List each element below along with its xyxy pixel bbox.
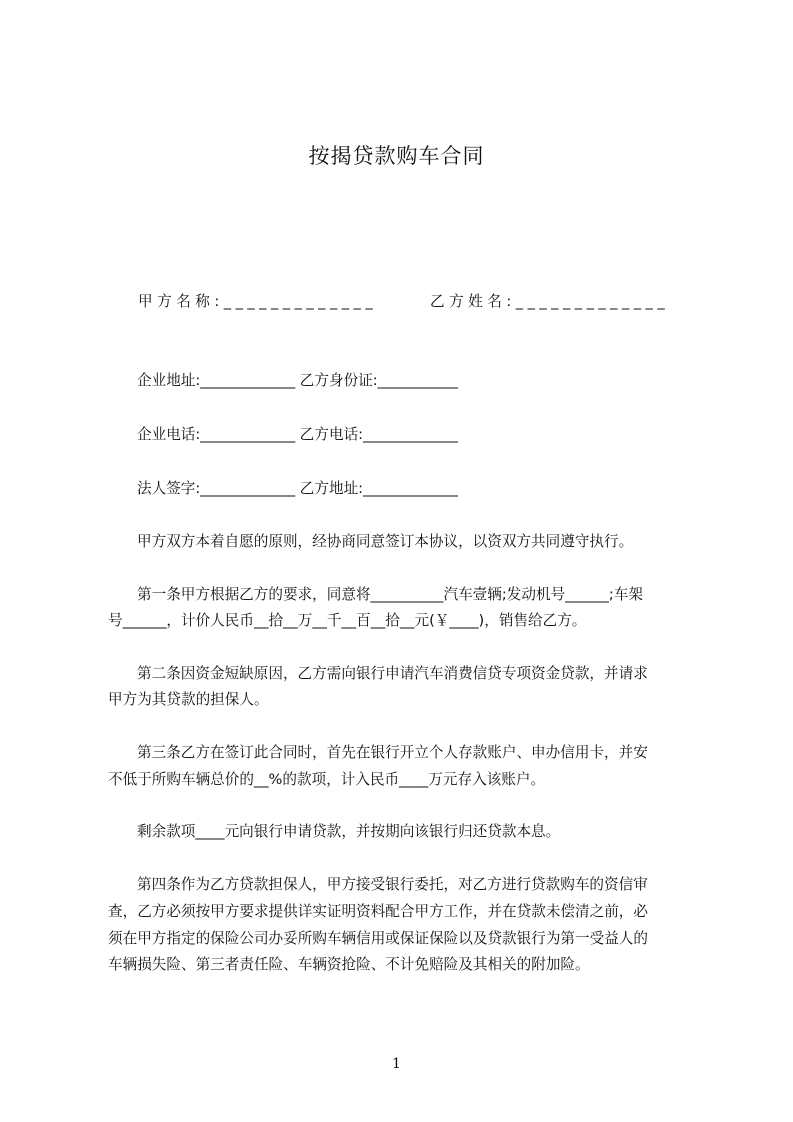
remaining-paragraph: 剩余款项____元向银行申请贷款，并按期向该银行归还贷款本息。 bbox=[137, 823, 561, 840]
article-4-line-3: 须在甲方指定的保险公司办妥所购车辆信用或保证保险以及贷款银行为第一受益人的 bbox=[108, 930, 648, 947]
document-title: 按揭贷款购车合同 bbox=[308, 144, 485, 168]
article-1-line-1: 第一条甲方根据乙方的要求，同意将__________汽车壹辆;发动机号______;车架 bbox=[137, 586, 644, 603]
info-row-phone: 企业电话:_____________ 乙方电话:_____________ bbox=[137, 426, 458, 443]
info-row-signature: 法人签字:_____________ 乙方地址:_____________ bbox=[137, 480, 458, 497]
article-4-line-2: 查，乙方必须按甲方要求提供详实证明资料配合甲方工作，并在贷款未偿清之前，必 bbox=[108, 903, 648, 920]
article-3-line-2: 不低于所购车辆总价的__%的款项，计入民币____万元存入该账户。 bbox=[108, 771, 546, 788]
article-1-line-2: 号______，计价人民币__拾__万__千__百__拾__元(￥____)，销售给乙方。 bbox=[108, 612, 587, 629]
article-2-line-1: 第二条因资金短缺原因，乙方需向银行申请汽车消费信贷专项资金贷款，并请求 bbox=[137, 665, 648, 682]
intro-paragraph: 甲方双方本着自愿的原则，经协商同意签订本协议，以资双方共同遵守执行。 bbox=[137, 533, 634, 550]
party-a-name-field: 甲方名称:_____________ bbox=[138, 293, 378, 310]
article-3-line-1: 第三条乙方在签订此合同时，首先在银行开立个人存款账户、申办信用卡，并安 bbox=[137, 744, 648, 761]
article-4-line-1: 第四条作为乙方贷款担保人，甲方接受银行委托，对乙方进行贷款购车的资信审 bbox=[137, 876, 648, 893]
page-number: 1 bbox=[392, 1056, 401, 1072]
info-row-address: 企业地址:_____________ 乙方身份证:___________ bbox=[137, 372, 458, 389]
article-2-line-2: 甲方为其贷款的担保人。 bbox=[108, 691, 269, 708]
party-b-name-field: 乙方姓名:_____________ bbox=[430, 293, 670, 310]
article-4-line-4: 车辆损失险、第三者责任险、车辆资抢险、不计免赔险及其相关的附加险。 bbox=[108, 956, 590, 973]
